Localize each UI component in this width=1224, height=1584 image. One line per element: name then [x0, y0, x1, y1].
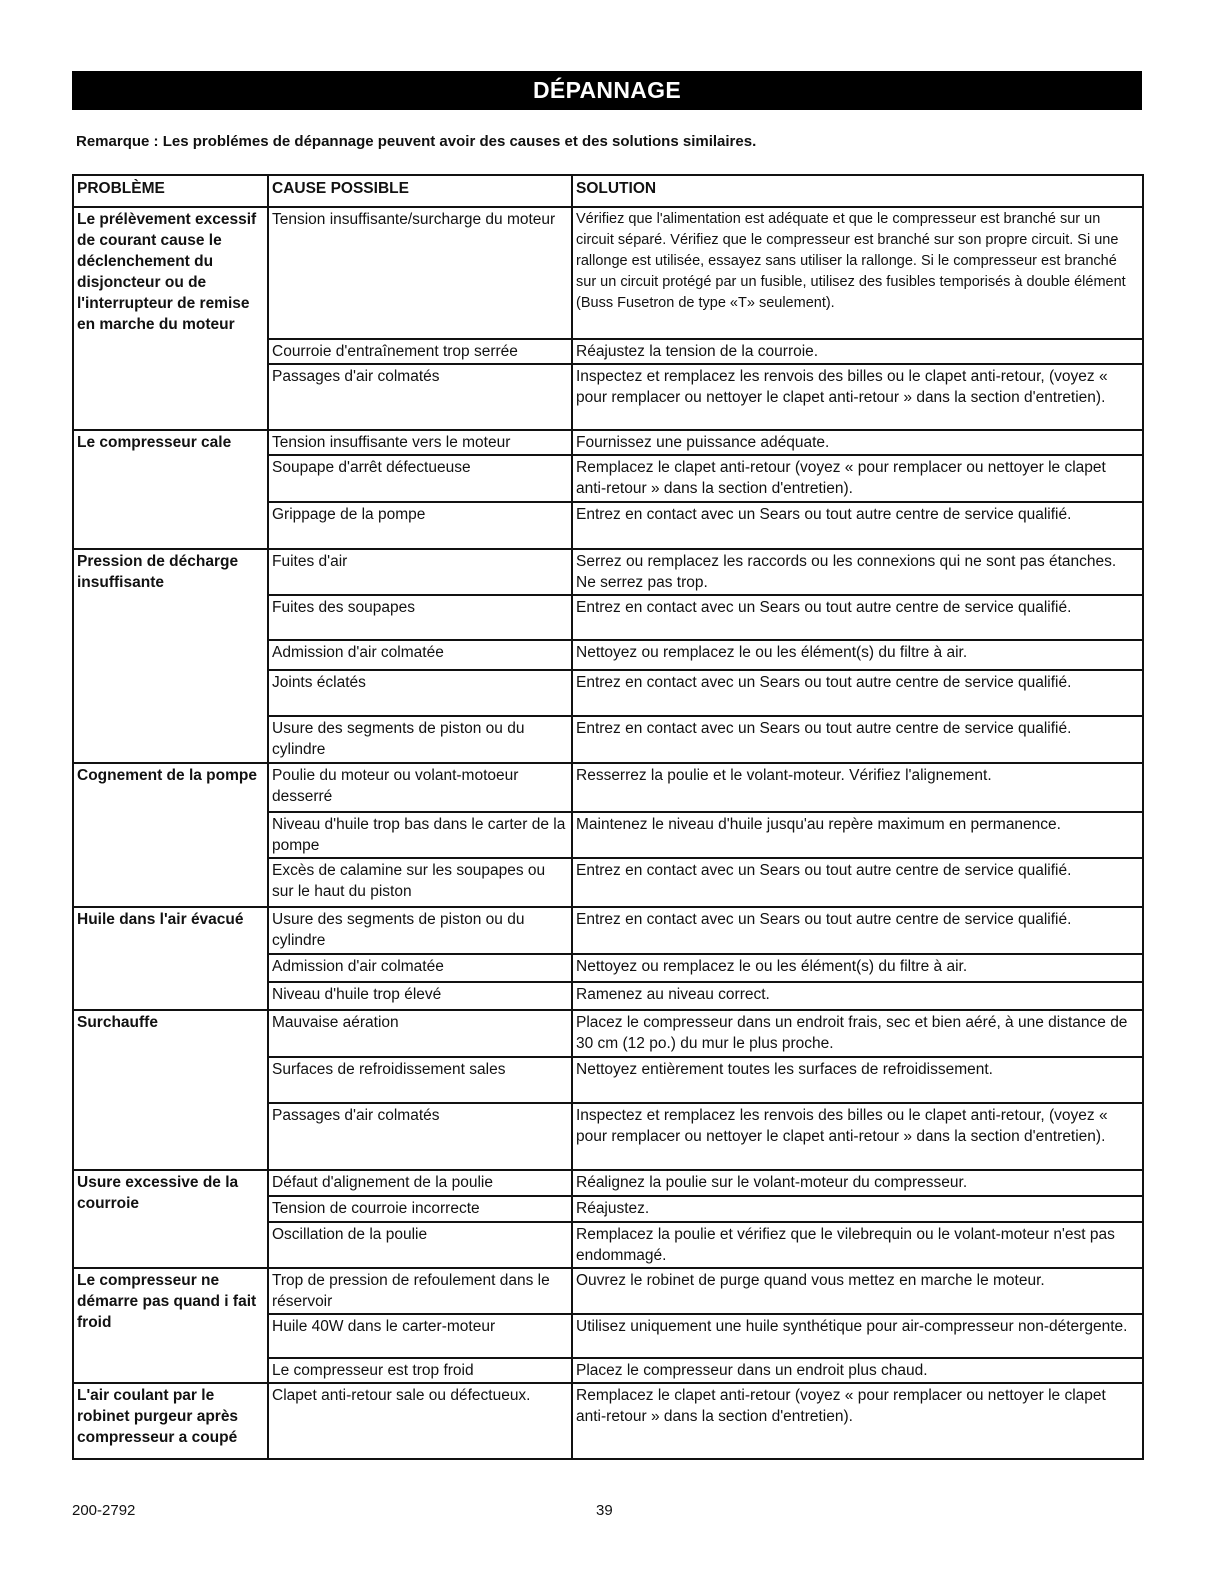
cause-cell: Excès de calamine sur les soupapes ou sur le haut du piston [268, 858, 572, 907]
table-row [73, 1170, 1143, 1196]
solution-cell: Entrez en contact avec un Sears ou tout autre centre de service qualifié. [572, 858, 1143, 907]
cause-cell: Mauvaise aération [268, 1010, 572, 1057]
column-header-problem: PROBLÈME [73, 175, 268, 207]
solution-cell: Remplacez la poulie et vérifiez que le vilebrequin ou le volant-moteur n'est pas endommagé. [572, 1222, 1143, 1268]
problem-cell: Le compresseur ne démarre pas quand i fait froid [73, 1268, 268, 1383]
cause-cell: Défaut d'alignement de la poulie [268, 1170, 572, 1196]
cause-cell: Oscillation de la poulie [268, 1222, 572, 1268]
cause-cell: Niveau d'huile trop bas dans le carter de la pompe [268, 812, 572, 858]
cause-cell: Admission d'air colmatée [268, 954, 572, 982]
cause-cell: Passages d'air colmatés [268, 364, 572, 430]
solution-cell: Utilisez uniquement une huile synthétique pour air-compresseur non-détergente. [572, 1314, 1143, 1358]
problem-cell: Pression de décharge insuffisante [73, 549, 268, 763]
table-header-row [73, 175, 1143, 207]
solution-cell: Remplacez le clapet anti-retour (voyez « pour remplacer ou nettoyer le clapet anti-retour » dans la section d'entretien). [572, 1383, 1143, 1459]
cause-cell: Usure des segments de piston ou du cylindre [268, 907, 572, 954]
table-row [73, 430, 1143, 455]
solution-cell: Resserrez la poulie et le volant-moteur. Vérifiez l'alignement. [572, 763, 1143, 812]
problem-cell: Usure excessive de la courroie [73, 1170, 268, 1268]
page-title: DÉPANNAGE [72, 71, 1142, 110]
page-number: 39 [596, 1502, 613, 1519]
solution-cell: Entrez en contact avec un Sears ou tout autre centre de service qualifié. [572, 670, 1143, 716]
table-row [73, 207, 1143, 339]
solution-cell: Remplacez le clapet anti-retour (voyez « pour remplacer ou nettoyer le clapet anti-retour » dans la section d'entretien). [572, 455, 1143, 502]
table-row [73, 1010, 1143, 1057]
solution-cell: Ramenez au niveau correct. [572, 982, 1143, 1010]
solution-cell: Ouvrez le robinet de purge quand vous mettez en marche le moteur. [572, 1268, 1143, 1314]
cause-cell: Poulie du moteur ou volant-motoeur desserré [268, 763, 572, 812]
solution-cell: Entrez en contact avec un Sears ou tout autre centre de service qualifié. [572, 595, 1143, 640]
note-text: Remarque : Les problémes de dépannage peuvent avoir des causes et des solutions similaires. [76, 133, 757, 150]
problem-cell: Surchauffe [73, 1010, 268, 1170]
solution-cell: Nettoyez ou remplacez le ou les élément(s) du filtre à air. [572, 954, 1143, 982]
problem-cell: Cognement de la pompe [73, 763, 268, 907]
cause-cell: Fuites des soupapes [268, 595, 572, 640]
table-row [73, 1268, 1143, 1314]
cause-cell: Tension de courroie incorrecte [268, 1196, 572, 1222]
table-row [73, 1383, 1143, 1459]
solution-cell: Réalignez la poulie sur le volant-moteur du compresseur. [572, 1170, 1143, 1196]
cause-cell: Usure des segments de piston ou du cylindre [268, 716, 572, 763]
solution-cell: Réajustez la tension de la courroie. [572, 339, 1143, 364]
cause-cell: Niveau d'huile trop élevé [268, 982, 572, 1010]
troubleshooting-table [72, 174, 1144, 1460]
column-header-cause: CAUSE POSSIBLE [268, 175, 572, 207]
cause-cell: Courroie d'entraînement trop serrée [268, 339, 572, 364]
solution-cell: Entrez en contact avec un Sears ou tout autre centre de service qualifié. [572, 502, 1143, 549]
cause-cell: Huile 40W dans le carter-moteur [268, 1314, 572, 1358]
cause-cell: Trop de pression de refoulement dans le réservoir [268, 1268, 572, 1314]
cause-cell: Tension insuffisante vers le moteur [268, 430, 572, 455]
solution-cell: Vérifiez que l'alimentation est adéquate et que le compresseur est branché sur un circuit séparé. Vérifiez que le compresseur est branché sur son propre circuit. Si une rallonge est utilisée, essayez sans utiliser la rallonge. Si le compresseur est branché sur un circuit protégé par un fusible, utilisez des fusibles temporisés à double élément (Buss Fusetron de type «T» seulement). [572, 207, 1143, 339]
document-number: 200-2792 [72, 1502, 136, 1519]
solution-cell: Fournissez une puissance adéquate. [572, 430, 1143, 455]
solution-cell: Placez le compresseur dans un endroit frais, sec et bien aéré, à une distance de 30 cm (12 po.) du mur le plus proche. [572, 1010, 1143, 1057]
solution-cell: Entrez en contact avec un Sears ou tout autre centre de service qualifié. [572, 907, 1143, 954]
cause-cell: Grippage de la pompe [268, 502, 572, 549]
cause-cell: Tension insuffisante/surcharge du moteur [268, 207, 572, 339]
table-row [73, 907, 1143, 954]
problem-cell: Le prélèvement excessif de courant cause le déclenchement du disjoncteur ou de l'interrupteur de remise en marche du moteur [73, 207, 268, 430]
solution-cell: Serrez ou remplacez les raccords ou les connexions qui ne sont pas étanches. Ne serrez pas trop. [572, 549, 1143, 595]
table-row [73, 763, 1143, 812]
cause-cell: Clapet anti-retour sale ou défectueux. [268, 1383, 572, 1459]
cause-cell: Admission d'air colmatée [268, 640, 572, 670]
solution-cell: Nettoyez ou remplacez le ou les élément(s) du filtre à air. [572, 640, 1143, 670]
table-row [73, 549, 1143, 595]
solution-cell: Placez le compresseur dans un endroit plus chaud. [572, 1358, 1143, 1383]
cause-cell: Surfaces de refroidissement sales [268, 1057, 572, 1103]
problem-cell: Le compresseur cale [73, 430, 268, 549]
problem-cell: Huile dans l'air évacué [73, 907, 268, 1010]
solution-cell: Entrez en contact avec un Sears ou tout autre centre de service qualifié. [572, 716, 1143, 763]
solution-cell: Inspectez et remplacez les renvois des billes ou le clapet anti-retour, (voyez « pour remplacer ou nettoyer le clapet anti-retour » dans la section d'entretien). [572, 364, 1143, 430]
solution-cell: Nettoyez entièrement toutes les surfaces de refroidissement. [572, 1057, 1143, 1103]
column-header-solution: SOLUTION [572, 175, 1143, 207]
cause-cell: Fuites d'air [268, 549, 572, 595]
cause-cell: Le compresseur est trop froid [268, 1358, 572, 1383]
cause-cell: Passages d'air colmatés [268, 1103, 572, 1170]
cause-cell: Joints éclatés [268, 670, 572, 716]
solution-cell: Réajustez. [572, 1196, 1143, 1222]
cause-cell: Soupape d'arrêt défectueuse [268, 455, 572, 502]
solution-cell: Inspectez et remplacez les renvois des billes ou le clapet anti-retour, (voyez « pour remplacer ou nettoyer le clapet anti-retour » dans la section d'entretien). [572, 1103, 1143, 1170]
problem-cell: L'air coulant par le robinet purgeur après compresseur a coupé [73, 1383, 268, 1459]
solution-cell: Maintenez le niveau d'huile jusqu'au repère maximum en permanence. [572, 812, 1143, 858]
